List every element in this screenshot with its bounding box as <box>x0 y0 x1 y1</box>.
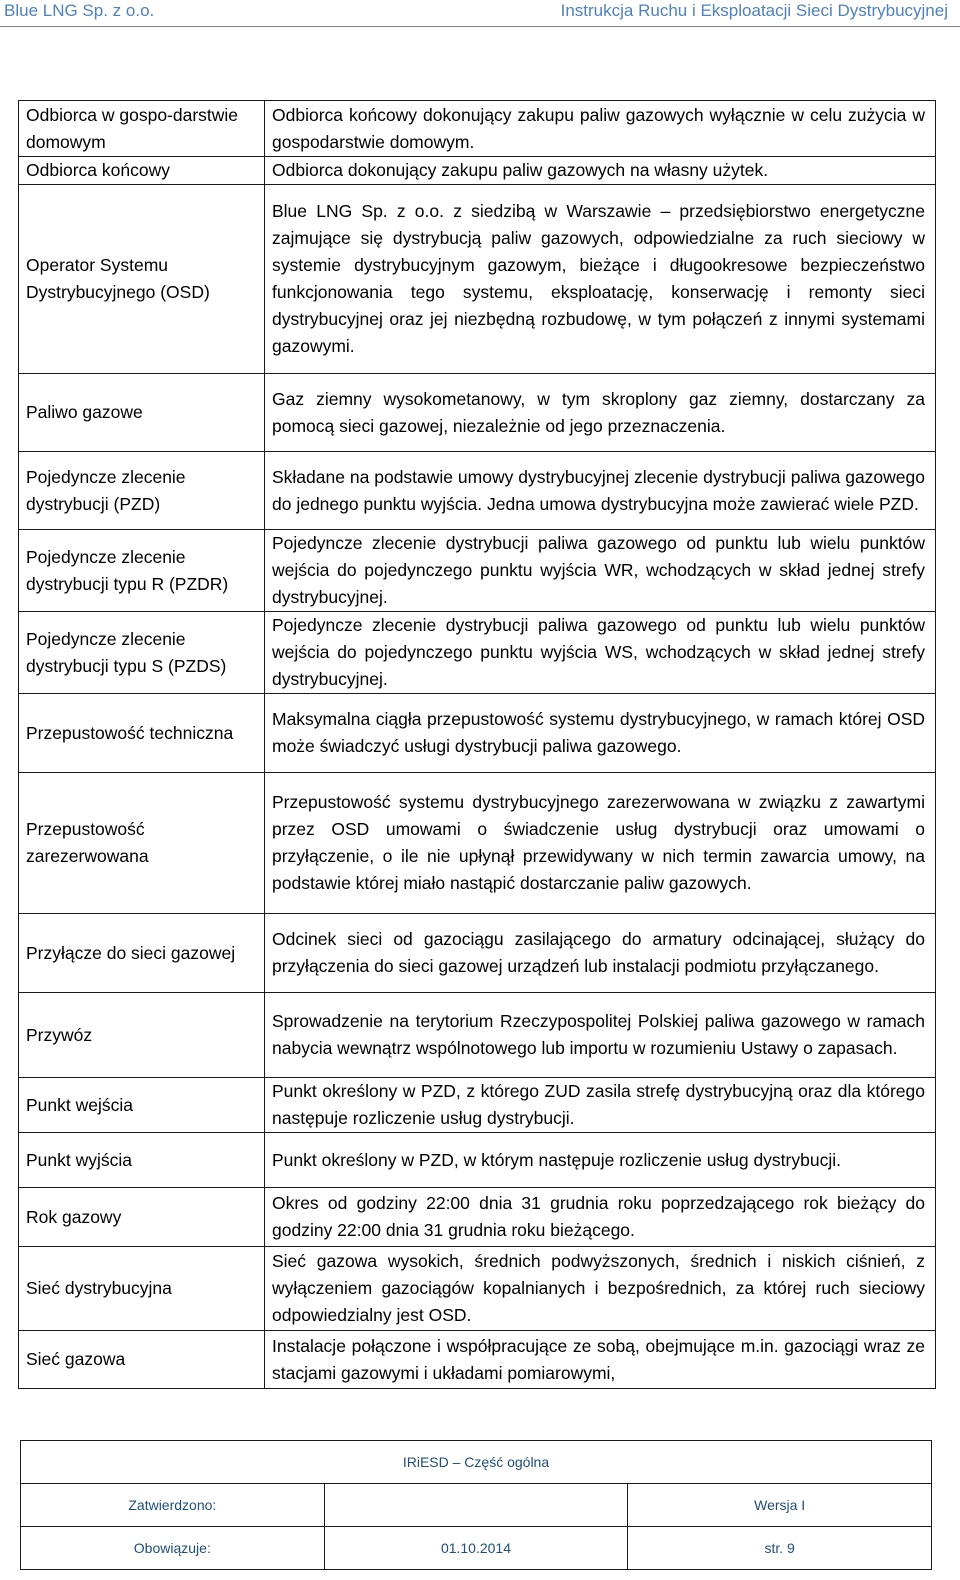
definition-row <box>19 694 936 773</box>
definition-row <box>19 1078 936 1133</box>
definition-text: Składane na podstawie umowy dystrybucyjnej zlecenie dystrybucji paliwa gazowego do jednego punktu wyjścia. Jedna umowa dystrybucyjna może zawierać wiele PZD. <box>265 452 936 530</box>
definition-term: Punkt wejścia <box>19 1078 265 1133</box>
definition-row <box>19 452 936 530</box>
definition-text: Przepustowość systemu dystrybucyjnego zarezerwowana w związku z zawartymi przez OSD umowami o świadczenie usług dystrybucji oraz umowami o przyłączenie, o ile nie upłynął przewidywany w nich termin zawarcia umowy, na podstawie której miało nastąpić dostarczanie paliw gazowych. <box>265 773 936 914</box>
definition-text: Sprowadzenie na terytorium Rzeczypospolitej Polskiej paliwa gazowego w ramach nabycia wewnątrz wspólnotowego lub importu w rozumieniu Ustawy o zapasach. <box>265 993 936 1078</box>
definition-term: Przyłącze do sieci gazowej <box>19 914 265 993</box>
definition-text: Odcinek sieci od gazociągu zasilającego do armatury odcinającej, służący do przyłączenia do sieci gazowej urządzeń lub instalacji podmiotu przyłączanego. <box>265 914 936 993</box>
definition-row <box>19 1188 936 1247</box>
definition-row <box>19 185 936 374</box>
definition-term: Punkt wyjścia <box>19 1133 265 1188</box>
definition-row <box>19 1331 936 1389</box>
footer-version: Wersja I <box>628 1484 932 1527</box>
definition-term: Pojedyncze zlecenie dystrybucji typu R (PZDR) <box>19 530 265 612</box>
footer-effective-date: 01.10.2014 <box>324 1527 628 1570</box>
definition-row <box>19 101 936 157</box>
footer-approved-value <box>324 1484 628 1527</box>
footer-doc-part: IRiESD – Część ogólna <box>21 1441 932 1484</box>
definition-term: Sieć gazowa <box>19 1331 265 1389</box>
definition-term: Paliwo gazowe <box>19 374 265 452</box>
footer-table <box>20 1440 932 1570</box>
definition-term: Przywóz <box>19 993 265 1078</box>
definition-text: Punkt określony w PZD, w którym następuje rozliczenie usług dystrybucji. <box>265 1133 936 1188</box>
definition-text: Punkt określony w PZD, z którego ZUD zasila strefę dystrybucyjną oraz dla którego następuje rozliczenie usług dystrybucji. <box>265 1078 936 1133</box>
definition-row <box>19 530 936 612</box>
definition-term: Przepustowość zarezerwowana <box>19 773 265 914</box>
definition-term: Przepustowość techniczna <box>19 694 265 773</box>
footer-effective-label: Obowiązuje: <box>21 1527 325 1570</box>
definition-row <box>19 773 936 914</box>
definition-text: Odbiorca końcowy dokonujący zakupu paliw gazowych wyłącznie w celu zużycia w gospodarstwie domowym. <box>265 101 936 157</box>
definition-text: Blue LNG Sp. z o.o. z siedzibą w Warszawie – przedsiębiorstwo energetyczne zajmujące się dystrybucją paliw gazowych, odpowiedzialne za ruch sieciowy w systemie dystrybucyjnym gazowym, bieżące i długookresowe bezpieczeństwo funkcjonowania tego systemu, eksploatację, konserwację i remonty sieci dystrybucyjnej oraz jej niezbędną rozbudowę, w tym połączeń z innymi systemami gazowymi. <box>265 185 936 374</box>
definition-row <box>19 1133 936 1188</box>
definition-term: Pojedyncze zlecenie dystrybucji typu S (PZDS) <box>19 612 265 694</box>
footer-page-number: str. 9 <box>628 1527 932 1570</box>
definition-text: Pojedyncze zlecenie dystrybucji paliwa gazowego od punktu lub wielu punktów wejścia do pojedynczego punktu wyjścia WS, wchodzących w skład jednej strefy dystrybucyjnej. <box>265 612 936 694</box>
definition-row <box>19 157 936 185</box>
footer-approved-label: Zatwierdzono: <box>21 1484 325 1527</box>
definition-row <box>19 1247 936 1331</box>
definition-row <box>19 914 936 993</box>
definition-text: Instalacje połączone i współpracujące ze sobą, obejmujące m.in. gazociągi wraz ze stacjami gazowymi i układami pomiarowymi, <box>265 1331 936 1389</box>
company-name: Blue LNG Sp. z o.o. <box>4 1 155 20</box>
definition-term: Rok gazowy <box>19 1188 265 1247</box>
definition-row <box>19 612 936 694</box>
definition-text: Okres od godziny 22:00 dnia 31 grudnia roku poprzedzającego rok bieżący do godziny 22:00 dnia 31 grudnia roku bieżącego. <box>265 1188 936 1247</box>
page-header <box>0 0 960 27</box>
definition-term: Operator Systemu Dystrybucyjnego (OSD) <box>19 185 265 374</box>
definition-text: Sieć gazowa wysokich, średnich podwyższonych, średnich i niskich ciśnień, z wyłączeniem gazociągów kopalnianych i bezpośrednich, za której ruch sieciowy odpowiedzialny jest OSD. <box>265 1247 936 1331</box>
definition-term: Odbiorca końcowy <box>19 157 265 185</box>
definition-term: Sieć dystrybucyjna <box>19 1247 265 1331</box>
definition-row <box>19 374 936 452</box>
definition-text: Odbiorca dokonujący zakupu paliw gazowych na własny użytek. <box>265 157 936 185</box>
definition-term: Pojedyncze zlecenie dystrybucji (PZD) <box>19 452 265 530</box>
document-title: Instrukcja Ruchu i Eksploatacji Sieci Dystrybucyjnej <box>560 1 948 20</box>
definition-text: Maksymalna ciągła przepustowość systemu dystrybucyjnego, w ramach której OSD może świadczyć usługi dystrybucji paliwa gazowego. <box>265 694 936 773</box>
definition-row <box>19 993 936 1078</box>
definition-term: Odbiorca w gospo-darstwie domowym <box>19 101 265 157</box>
definitions-table <box>18 100 936 1389</box>
definition-text: Gaz ziemny wysokometanowy, w tym skroplony gaz ziemny, dostarczany za pomocą sieci gazowej, niezależnie od jego przeznaczenia. <box>265 374 936 452</box>
definition-text: Pojedyncze zlecenie dystrybucji paliwa gazowego od punktu lub wielu punktów wejścia do pojedynczego punktu wyjścia WR, wchodzących w skład jednej strefy dystrybucyjnej. <box>265 530 936 612</box>
